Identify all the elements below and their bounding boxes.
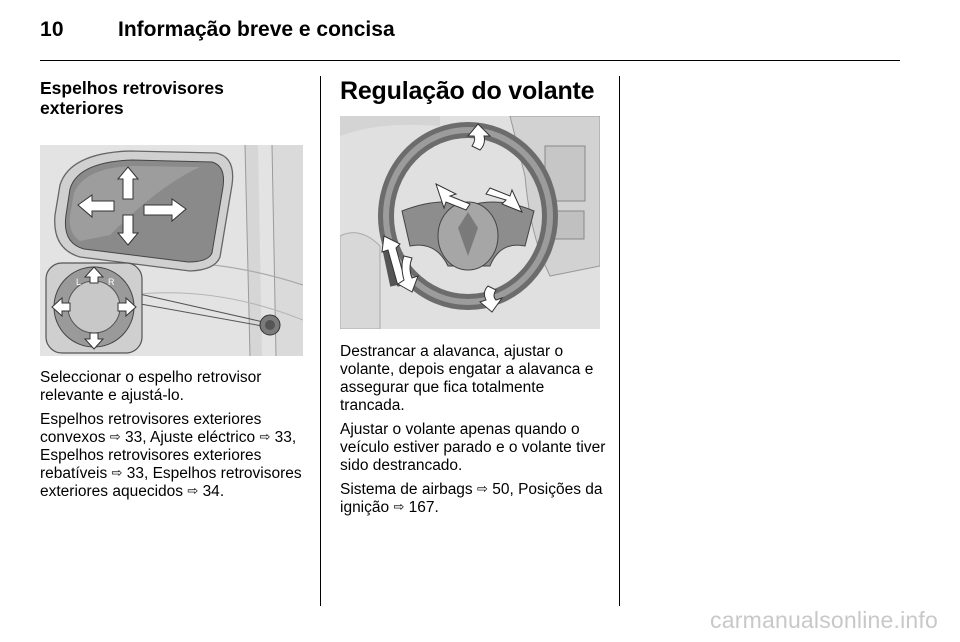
page-reference-link[interactable]: 33 bbox=[274, 429, 292, 446]
steering-paragraph-3 bbox=[340, 481, 610, 517]
site-watermark: carmanualsonline.info bbox=[710, 607, 938, 633]
page-header-title: Informação breve e concisa bbox=[118, 18, 395, 41]
svg-text:L: L bbox=[76, 277, 82, 287]
page-reference-link[interactable]: 50 bbox=[492, 481, 510, 498]
section-title-steering: Regulação do volante bbox=[340, 77, 595, 105]
page-reference-arrow-icon: ⇨ bbox=[259, 429, 271, 444]
text-run: Espelhos retrovisores exteriores convexos bbox=[40, 411, 262, 446]
page-reference-arrow-icon: ⇨ bbox=[393, 499, 405, 514]
text-run: , Ajuste eléctrico bbox=[142, 429, 260, 446]
mirror-adjustment-figure bbox=[40, 145, 303, 356]
steering-wheel-figure bbox=[340, 116, 600, 329]
text-run: Sistema de airbags bbox=[340, 481, 477, 498]
column-divider-left bbox=[320, 76, 321, 606]
steering-paragraph-1: Destrancar a alavanca, ajustar o volante, depois engatar a alavanca e assegurar que fica totalmente trancada. bbox=[340, 343, 594, 414]
steering-paragraph-2: Ajustar o volante apenas quando o veículo estiver parado e o volante tiver sido destrancado. bbox=[340, 421, 606, 474]
page-reference-arrow-icon: ⇨ bbox=[187, 483, 199, 498]
page-reference-link[interactable]: 33 bbox=[125, 429, 143, 446]
page-reference-arrow-icon: ⇨ bbox=[109, 429, 121, 444]
section-title-line: Espelhos retrovisores bbox=[40, 78, 224, 98]
text-run: , Espelhos retrovisores exteriores rebatíveis bbox=[40, 429, 297, 482]
mirror-paragraph-1: Seleccionar o espelho retrovisor relevante e ajustá-lo. bbox=[40, 369, 262, 404]
text-run: . bbox=[219, 483, 225, 500]
column-divider-right bbox=[619, 76, 620, 606]
text-run: , Espelhos retrovisores exteriores aquecidos bbox=[40, 465, 302, 500]
section-title-mirrors bbox=[40, 78, 305, 118]
text-run: . bbox=[434, 499, 439, 516]
page-reference-link[interactable]: 33 bbox=[126, 465, 144, 482]
page-reference-link[interactable]: 34 bbox=[202, 483, 220, 500]
left-column bbox=[40, 78, 305, 507]
page-reference-arrow-icon: ⇨ bbox=[111, 465, 123, 480]
page-number: 10 bbox=[40, 18, 64, 41]
text-run: , Posições da ignição bbox=[340, 481, 603, 516]
section-title-line: exteriores bbox=[40, 98, 124, 118]
steering-wheel-illustration bbox=[340, 116, 600, 329]
mirror-illustration bbox=[40, 145, 303, 356]
header-rule bbox=[40, 60, 900, 61]
page-reference-arrow-icon: ⇨ bbox=[477, 481, 488, 496]
middle-column bbox=[340, 76, 610, 523]
page-header bbox=[40, 18, 900, 44]
svg-text:R: R bbox=[108, 277, 115, 287]
mirror-paragraph-2 bbox=[40, 411, 305, 501]
page-reference-link[interactable]: 167 bbox=[408, 499, 435, 516]
